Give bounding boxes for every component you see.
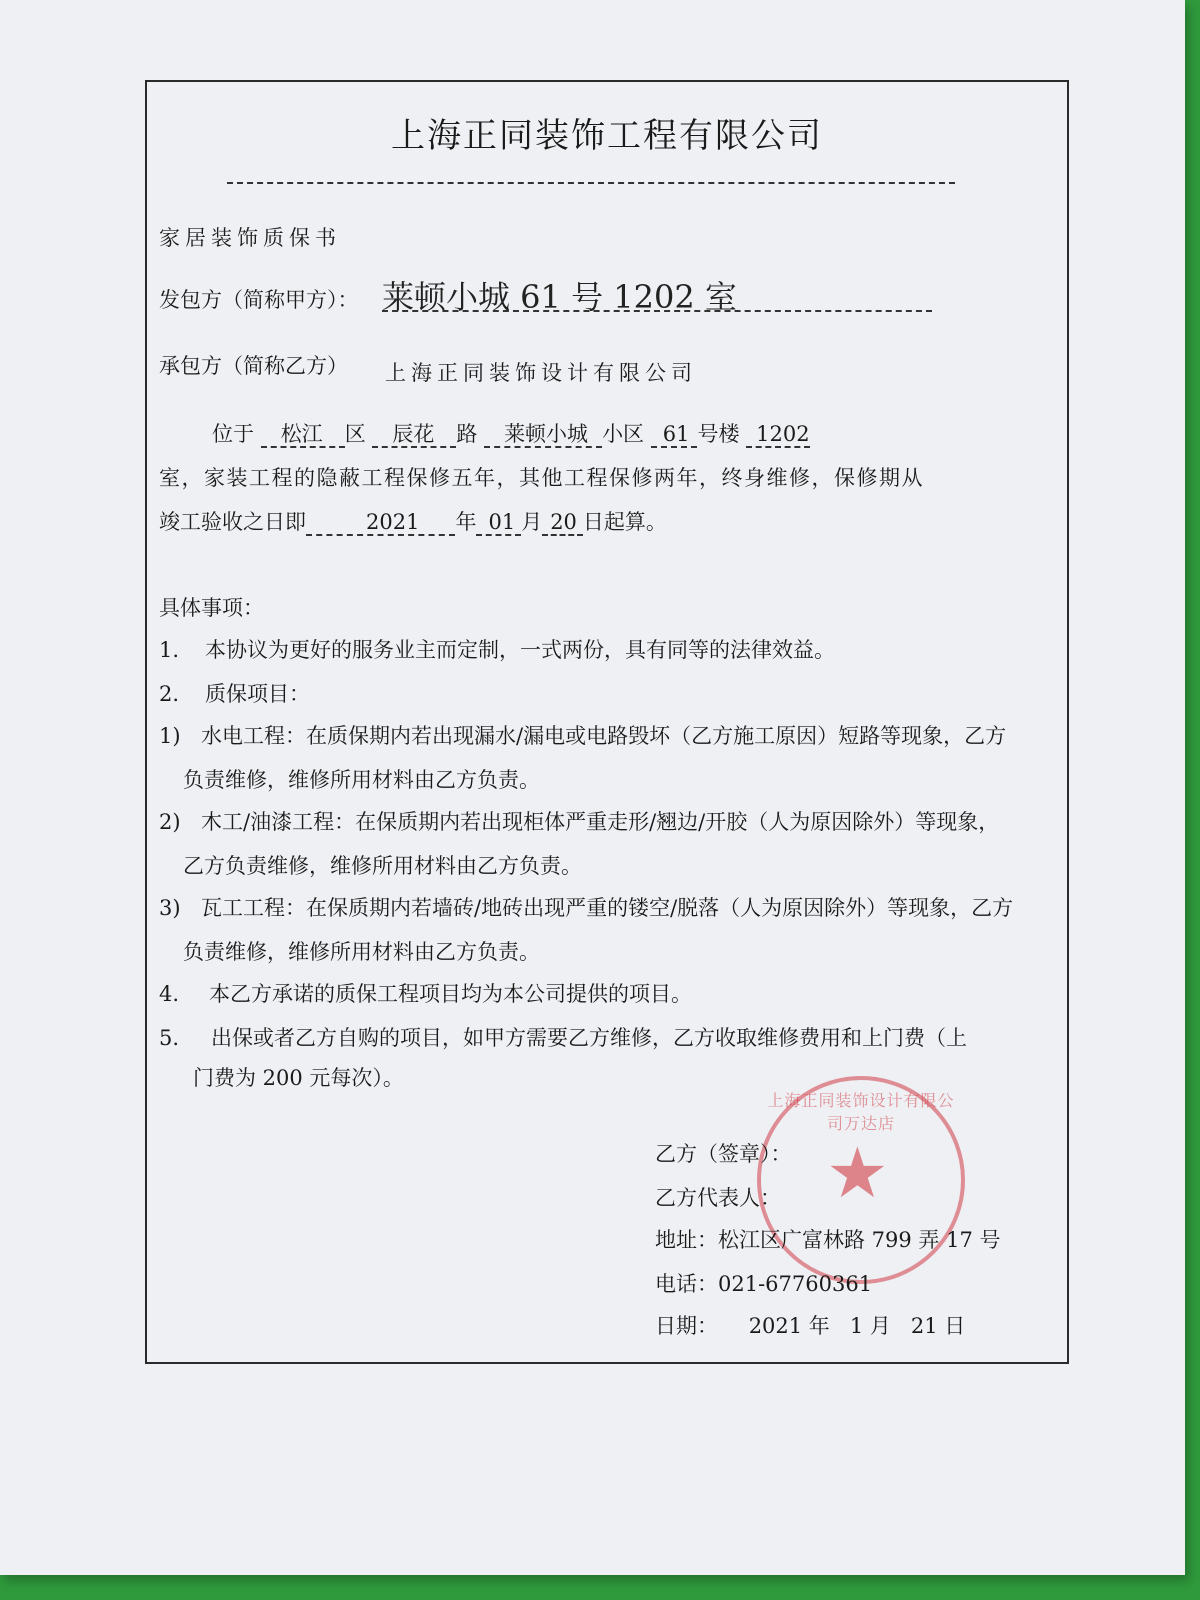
item-number: 5. [159, 1026, 180, 1050]
seal-label: 乙方（签章）： [655, 1142, 792, 1166]
item-number: 2) [159, 810, 181, 834]
item-text: 本乙方承诺的质保工程项目均为本公司提供的项目。 [209, 982, 692, 1006]
item-number: 1) [159, 724, 181, 748]
start-date-line [159, 506, 667, 536]
party-a-value: 莱顿小城 61 号 1202 室 [382, 278, 737, 316]
start-date-prefix: 竣工验收之日即 [159, 510, 306, 534]
item-1 [159, 634, 835, 664]
sign-date [655, 1310, 965, 1340]
item-2-2 [159, 806, 999, 836]
district-suffix: 区 [344, 422, 366, 446]
items-heading: 具体事项： [159, 596, 264, 620]
location-road: 辰花 [372, 422, 456, 448]
item-text: 质保项目： [205, 682, 310, 706]
location-room: 1202 [746, 422, 809, 448]
seal-text: 上海正同装饰设计有限公司万达店 [767, 1091, 955, 1133]
item-2-1 [159, 720, 1006, 750]
date-value: 2021 年 1 月 21 日 [748, 1314, 966, 1338]
location-line [212, 418, 810, 448]
item-5 [159, 1022, 967, 1052]
start-month: 01 [476, 510, 521, 536]
document-subtitle: 家居装饰质保书 [159, 226, 341, 250]
item-4 [159, 978, 692, 1008]
phone: 电话：021-67760361 [655, 1272, 873, 1296]
item-text: 水电工程：在质保期内若出现漏水/漏电或电路毁坏（乙方施工原因）短路等现象，乙方 [201, 724, 1007, 748]
party-a-label: 发包方（简称甲方）： [159, 288, 359, 312]
item-text: 木工/油漆工程：在保质期内若出现柜体严重走形/翘边/开胶（人为原因除外）等现象， [201, 810, 1000, 834]
item-number: 3) [159, 896, 181, 920]
address: 地址：松江区广富林路 799 弄 17 号 [655, 1228, 1001, 1252]
day-suffix: 日起算。 [582, 510, 667, 534]
party-a-underline [382, 310, 932, 312]
location-building: 61 [651, 422, 698, 448]
company-title: 上海正同装饰工程有限公司 [391, 116, 823, 156]
item-2-3-cont: 负责维修，维修所用材料由乙方负责。 [183, 940, 540, 964]
representative-label: 乙方代表人： [655, 1186, 781, 1210]
community-suffix: 小区 [602, 422, 645, 446]
item-text: 本协议为更好的服务业主而定制，一式两份，具有同等的法律效益。 [205, 638, 835, 662]
item-2-3 [159, 892, 1013, 922]
location-district: 松江 [261, 422, 345, 448]
item-5-cont: 门费为 200 元每次）。 [193, 1066, 404, 1090]
location-prefix: 位于 [212, 422, 254, 446]
item-number: 4. [159, 982, 180, 1006]
location-community: 莱顿小城 [484, 422, 602, 448]
date-label: 日期： [655, 1314, 718, 1338]
star-icon: ★ [826, 1132, 889, 1214]
month-suffix: 月 [521, 510, 543, 534]
party-b-value: 上海正同装饰设计有限公司 [385, 361, 697, 385]
start-day: 20 [542, 510, 583, 536]
year-suffix: 年 [455, 510, 477, 534]
start-year: 2021 [306, 510, 455, 536]
item-2-2-cont: 乙方负责维修，维修所用材料由乙方负责。 [183, 854, 582, 878]
item-text: 出保或者乙方自购的项目，如甲方需要乙方维修，乙方收取维修费用和上门费（上 [211, 1026, 967, 1050]
party-b-label: 承包方（简称乙方） [159, 354, 348, 378]
document-frame [145, 80, 1069, 1364]
road-suffix: 路 [456, 422, 478, 446]
warranty-line: 室，家装工程的隐蔽工程保修五年，其他工程保修两年，终身维修，保修期从 [159, 466, 924, 490]
building-suffix: 号楼 [697, 422, 740, 446]
title-divider [227, 182, 955, 184]
item-text: 瓦工工程：在保质期内若墙砖/地砖出现严重的镂空/脱落（人为原因除外）等现象，乙方 [201, 896, 1014, 920]
item-2 [159, 678, 310, 708]
item-2-1-cont: 负责维修，维修所用材料由乙方负责。 [183, 768, 540, 792]
item-number: 2. [159, 682, 180, 706]
item-number: 1. [159, 638, 180, 662]
